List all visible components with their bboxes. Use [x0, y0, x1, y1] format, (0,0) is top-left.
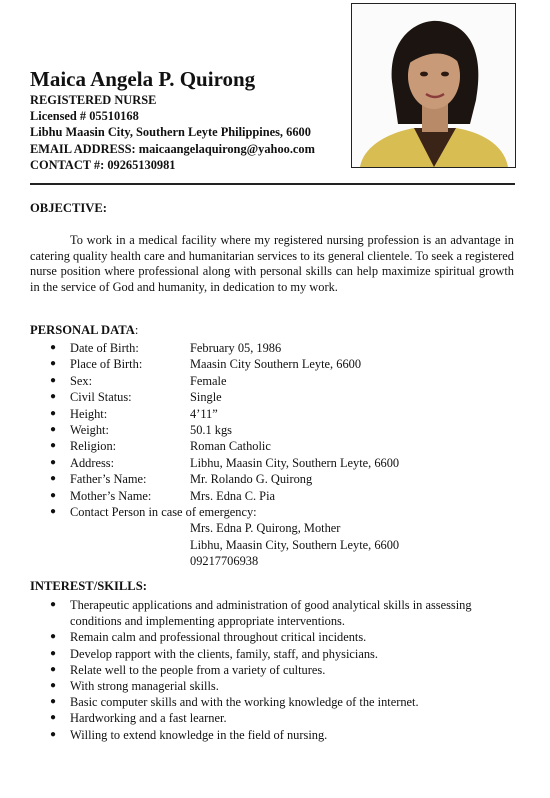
skill-text: Develop rapport with the clients, family, staff, and physicians.: [70, 646, 378, 661]
job-title: REGISTERED NURSE: [30, 93, 157, 107]
field-value: Mrs. Edna C. Pia: [190, 488, 276, 503]
bullet-icon: ●: [50, 712, 57, 724]
bullet-icon: ●: [50, 374, 57, 386]
skill-text: Relate well to the people from a variety of cultures.: [70, 662, 326, 677]
personal-data-title: PERSONAL DATA: [30, 323, 135, 337]
home-address: Libhu Maasin City, Southern Leyte Philippines, 6600: [30, 125, 311, 140]
bullet-icon: ●: [50, 423, 57, 435]
personal-data-colon: :: [134, 323, 139, 337]
bullet-icon: ●: [50, 696, 57, 708]
skill-text: Therapeutic applications and administration of good analytical skills in assessing conditions and implementing appropriate interventions.: [70, 598, 472, 629]
email-address: EMAIL ADDRESS: maicaangelaquirong@yahoo.com: [30, 141, 315, 156]
skill-item: [50, 662, 515, 678]
applicant-name: Maica Angela P. Quirong: [30, 67, 256, 91]
bullet-icon: ●: [50, 456, 57, 468]
emergency-contact-label: Contact Person in case of emergency:: [70, 504, 257, 519]
bullet-icon: ●: [50, 631, 57, 643]
objective-text: To work in a medical facility where my registered nursing profession is an advantage in catering quality health care and humanitarian services to its general clientele. To seek a registered nurse position where professional along with personal skills can help maximize spiritual growth in the service of God and humanity, in dedication to my work.: [30, 233, 514, 294]
skills-list: [50, 597, 515, 743]
objective-heading: OBJECTIVE:: [30, 201, 107, 215]
applicant-photo: [351, 3, 516, 168]
skill-item: [50, 694, 515, 710]
bullet-icon: ●: [50, 663, 57, 675]
contact-number: CONTACT #: 09265130981: [30, 157, 176, 172]
portrait-illustration: [352, 4, 515, 167]
skill-text: Willing to extend knowledge in the field of nursing.: [70, 727, 328, 742]
field-value: 4’11”: [190, 406, 218, 421]
field-value: 50.1 kgs: [190, 422, 232, 437]
bullet-icon: ●: [50, 505, 57, 517]
bullet-icon: ●: [50, 680, 57, 692]
field-value: Single: [190, 390, 222, 405]
field-label: Address:: [70, 455, 115, 470]
bullet-icon: ●: [50, 728, 57, 740]
personal-data-heading: [30, 323, 138, 338]
skill-item: [50, 727, 515, 743]
skill-text: Hardworking and a fast learner.: [70, 711, 227, 726]
skill-item: [50, 710, 515, 726]
bullet-icon: ●: [50, 473, 57, 485]
skill-item: [50, 646, 515, 662]
bullet-icon: ●: [50, 358, 57, 370]
field-label: Weight:: [70, 422, 109, 437]
bullet-icon: ●: [50, 647, 57, 659]
license-number: Licensed # 05510168: [30, 109, 139, 124]
bullet-icon: ●: [50, 440, 57, 452]
bullet-icon: ●: [50, 342, 57, 353]
resume-header: [30, 66, 360, 173]
field-label: Mother’s Name:: [70, 488, 152, 503]
header-divider: [30, 183, 515, 185]
field-label: Religion:: [70, 439, 117, 454]
emergency-contact-address: Libhu, Maasin City, Southern Leyte, 6600: [190, 537, 400, 552]
field-label: Place of Birth:: [70, 357, 143, 372]
emergency-contact-phone: 09217706938: [190, 554, 259, 569]
field-value: Mr. Rolando G. Quirong: [190, 472, 313, 487]
objective-paragraph: [30, 233, 514, 295]
field-value: Female: [190, 373, 227, 388]
bullet-icon: ●: [50, 489, 57, 501]
bullet-icon: ●: [50, 599, 57, 610]
skill-item: [50, 629, 515, 645]
field-label: Height:: [70, 406, 108, 421]
field-label: Civil Status:: [70, 390, 132, 405]
skill-item: [50, 597, 515, 629]
emergency-contact-name: Mrs. Edna P. Quirong, Mother: [190, 521, 341, 536]
field-value: February 05, 1986: [190, 341, 282, 355]
skill-text: With strong managerial skills.: [70, 679, 219, 694]
skill-item: [50, 678, 515, 694]
field-label: Sex:: [70, 373, 93, 388]
skill-text: Remain calm and professional throughout critical incidents.: [70, 630, 367, 645]
bullet-icon: ●: [50, 407, 57, 419]
field-value: Maasin City Southern Leyte, 6600: [190, 357, 362, 372]
bullet-icon: ●: [50, 391, 57, 403]
field-value: Libhu, Maasin City, Southern Leyte, 6600: [190, 455, 400, 470]
field-value: Roman Catholic: [190, 439, 271, 454]
field-label: Father’s Name:: [70, 472, 147, 487]
skills-heading: INTEREST/SKILLS:: [30, 579, 147, 593]
skill-text: Basic computer skills and with the working knowledge of the internet.: [70, 695, 419, 710]
field-label: Date of Birth:: [70, 341, 139, 355]
